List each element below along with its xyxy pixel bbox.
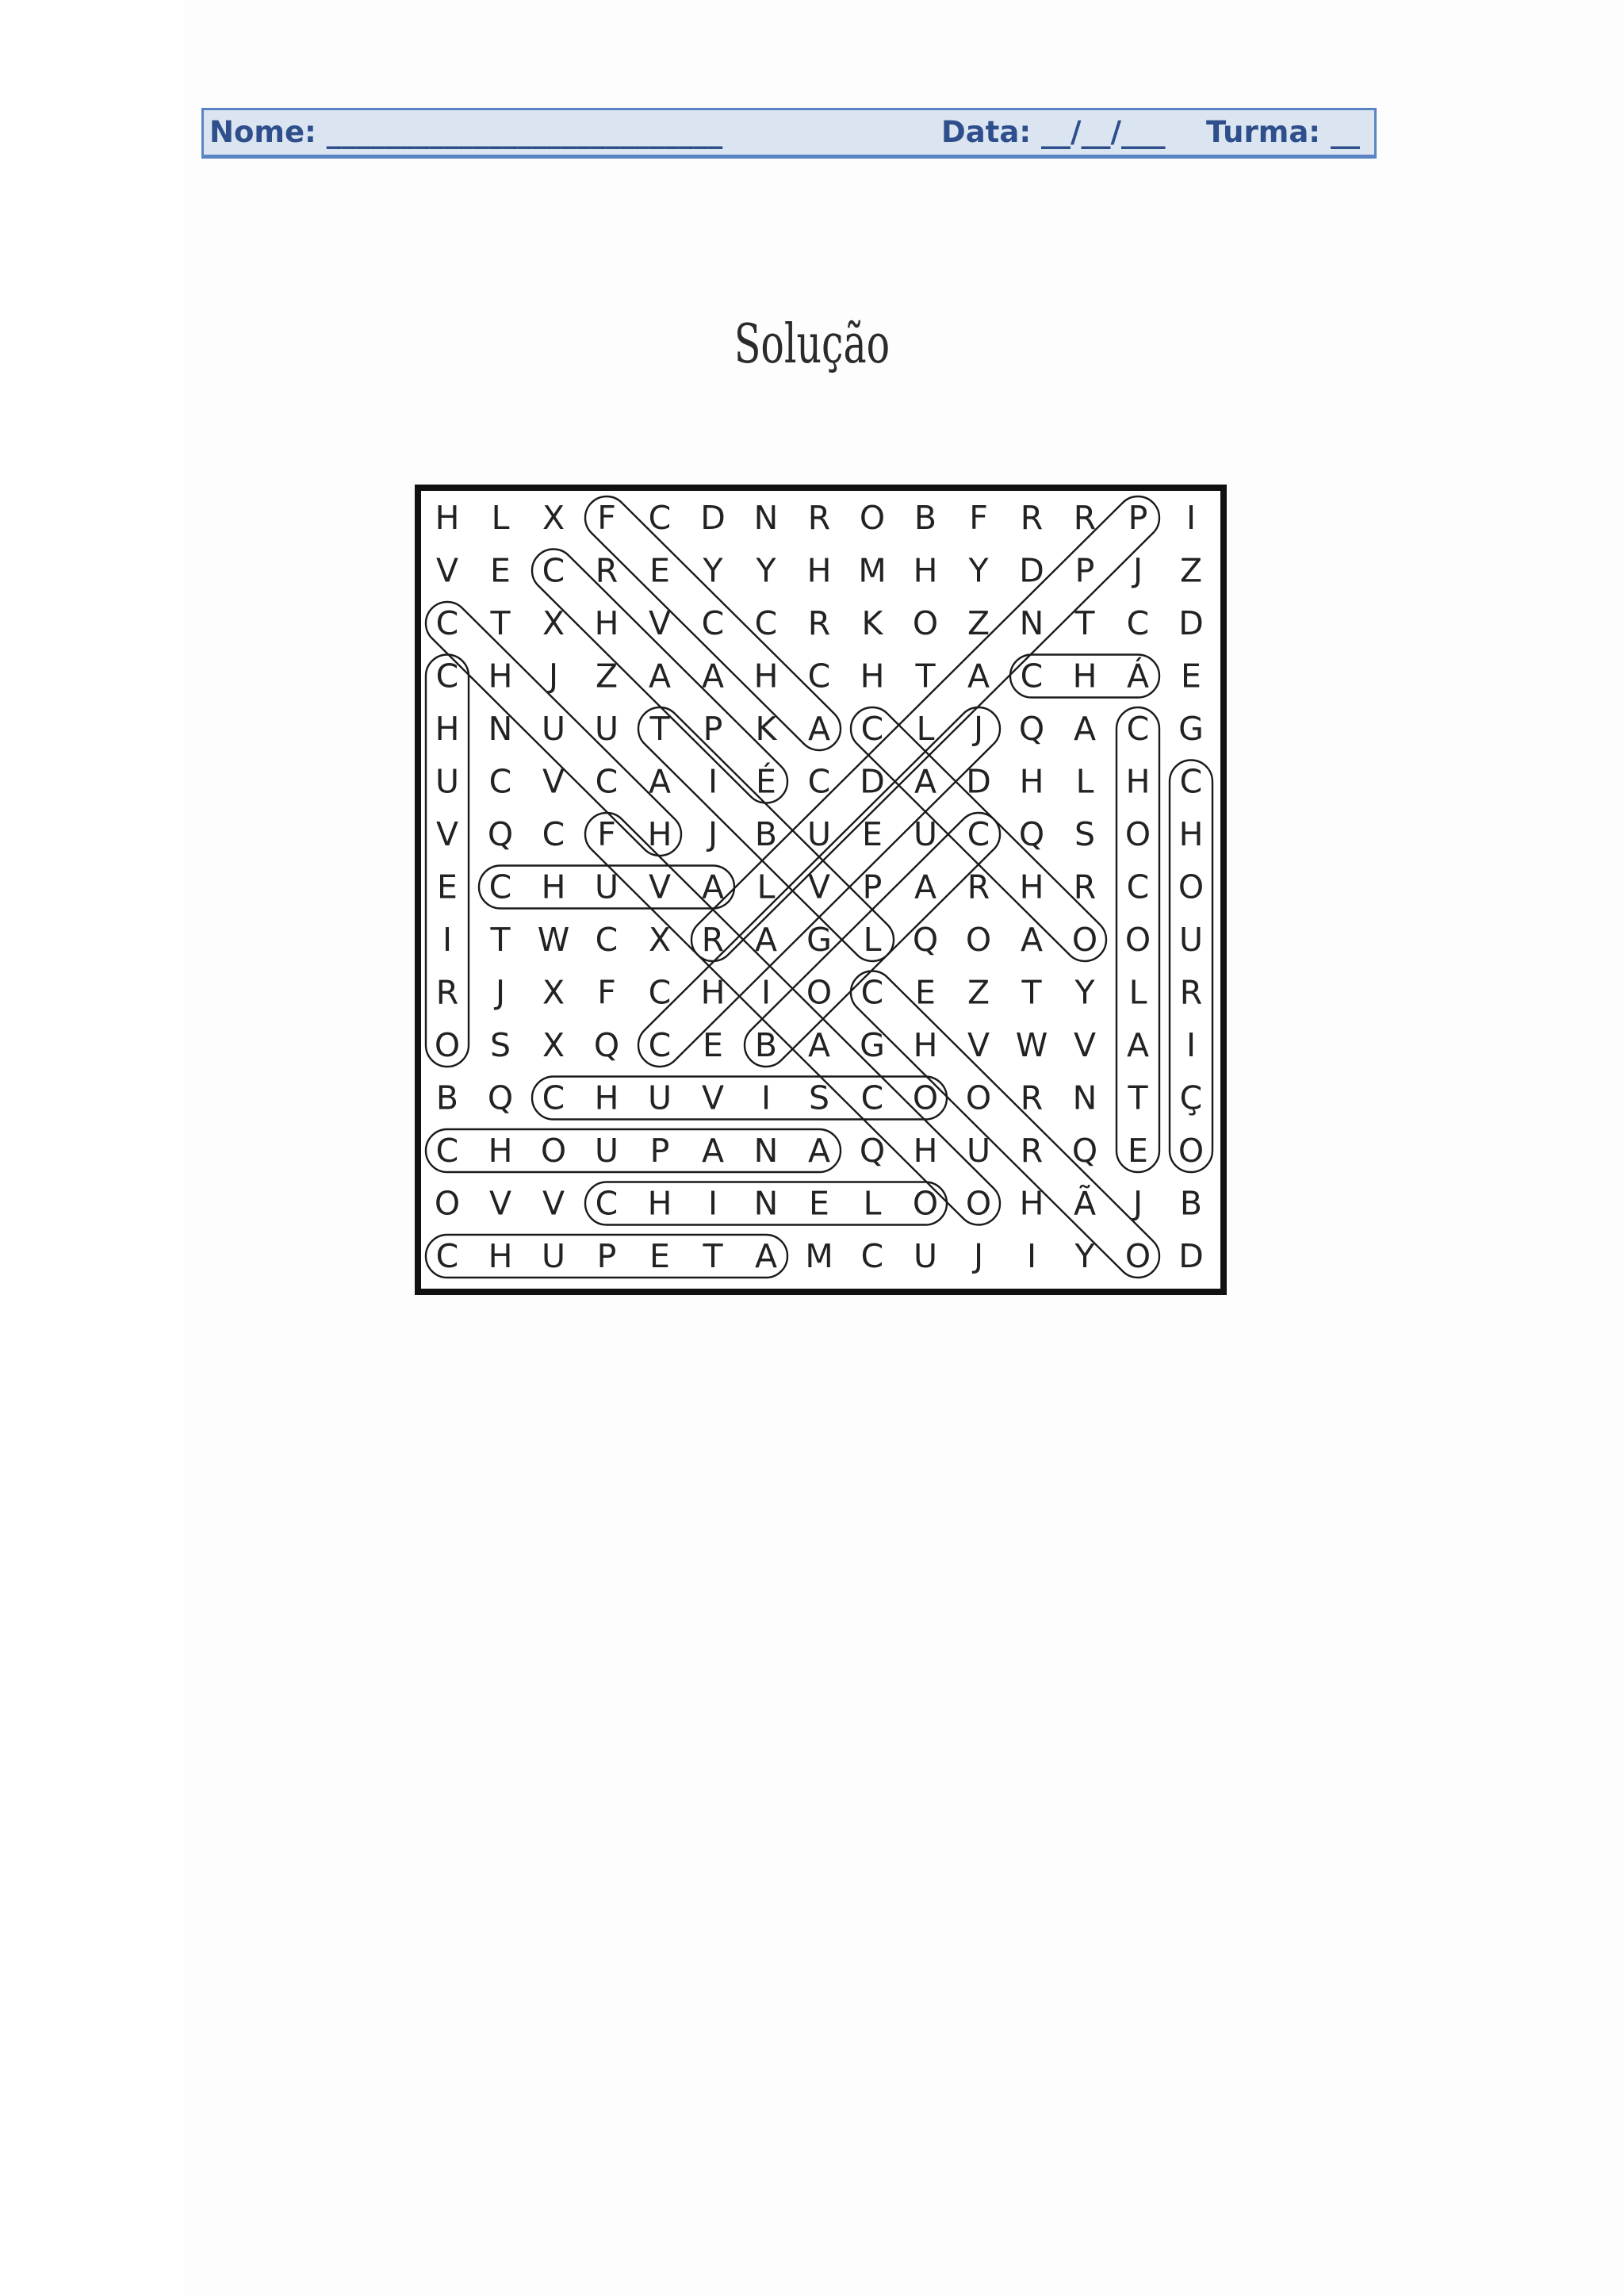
grid-cell: H (647, 815, 672, 853)
grid-cell: T (703, 1237, 723, 1275)
date-field-label: Data: __/__/___ (941, 115, 1166, 149)
grid-cell: F (597, 973, 616, 1012)
grid-cell: Y (756, 551, 776, 590)
grid-cell: V (967, 1026, 990, 1064)
grid-cell: H (1019, 868, 1044, 906)
grid-cell: C (1126, 604, 1150, 642)
grid-cell: Q (912, 921, 939, 959)
grid-cell: Q (1018, 710, 1045, 748)
grid-cell: O (912, 1184, 939, 1223)
grid-cell: T (1021, 973, 1042, 1012)
grid-cell: B (435, 1079, 459, 1117)
grid-cell: C (488, 868, 512, 906)
grid-cell: A (701, 868, 725, 906)
grid-cell: A (1020, 921, 1044, 959)
grid-cell: N (753, 1132, 779, 1170)
grid-cell: Á (1126, 657, 1150, 695)
grid-cell: Q (593, 1026, 620, 1064)
grid-cell: A (807, 1026, 831, 1064)
grid-cell: H (488, 1237, 513, 1275)
grid-cell: J (548, 657, 559, 695)
grid-cell: I (707, 762, 718, 801)
grid-cell: A (914, 762, 937, 801)
grid-cell: O (434, 1184, 461, 1223)
grid-cell: S (1074, 815, 1096, 853)
grid-cell: X (542, 1026, 565, 1064)
grid-cell: J (1132, 1184, 1143, 1223)
grid-cell: S (489, 1026, 511, 1064)
grid-cell: Z (967, 604, 990, 642)
grid-cell: C (807, 657, 831, 695)
grid-cell: H (700, 973, 726, 1012)
grid-cell: H (488, 657, 513, 695)
grid-cell: O (912, 1079, 939, 1117)
grid-cell: C (860, 973, 884, 1012)
grid-cell: F (597, 499, 616, 537)
grid-cell: C (435, 657, 459, 695)
grid-cell: Z (967, 973, 990, 1012)
grid-cell: U (435, 762, 460, 801)
grid-cell: H (1125, 762, 1151, 801)
grid-cell: Y (968, 551, 989, 590)
grid-cell: C (595, 762, 619, 801)
grid-cell: C (701, 604, 725, 642)
grid-cell: J (495, 973, 506, 1012)
grid-cell: J (973, 1237, 984, 1275)
grid-cell: C (542, 551, 565, 590)
grid-cell: A (754, 921, 778, 959)
grid-cell: C (860, 1079, 884, 1117)
grid-cell: U (594, 868, 619, 906)
grid-cell: O (540, 1132, 567, 1170)
grid-cell: V (701, 1079, 725, 1117)
grid-cell: S (808, 1079, 830, 1117)
grid-cell: U (1178, 921, 1204, 959)
grid-cell: L (863, 921, 882, 959)
grid-cell: E (437, 868, 458, 906)
grid-cell: H (1178, 815, 1204, 853)
grid-cell: B (754, 1026, 778, 1064)
grid-cell: É (756, 762, 776, 801)
grid-cell: C (542, 1079, 565, 1117)
grid-cell: U (594, 710, 619, 748)
grid-cell: D (1178, 604, 1204, 642)
grid-cell: U (594, 1132, 619, 1170)
grid-cell: H (435, 710, 460, 748)
grid-cell: O (806, 973, 833, 1012)
grid-cell: P (703, 710, 723, 748)
grid-cell: J (707, 815, 718, 853)
grid-cell: C (435, 1132, 459, 1170)
grid-cell: C (860, 1237, 884, 1275)
grid-cell: C (1179, 762, 1203, 801)
grid-cell: H (753, 657, 779, 695)
grid-cell: X (648, 921, 672, 959)
grid-cell: I (760, 1079, 772, 1117)
grid-cell: N (1019, 604, 1044, 642)
grid-cell: C (754, 604, 778, 642)
grid-cell: F (969, 499, 988, 537)
grid-cell: E (809, 1184, 829, 1223)
grid-cell: M (858, 551, 887, 590)
grid-cell: C (807, 762, 831, 801)
grid-cell: U (966, 1132, 991, 1170)
grid-cell: L (1075, 762, 1094, 801)
grid-cell: O (434, 1026, 461, 1064)
grid-cell: C (1126, 868, 1150, 906)
grid-cell: R (1073, 499, 1097, 537)
grid-cell: Ã (1073, 1184, 1097, 1223)
grid-cell: E (649, 551, 670, 590)
grid-cell: A (1126, 1026, 1150, 1064)
grid-cell: Q (1018, 815, 1045, 853)
grid-cell: C (648, 1026, 672, 1064)
grid-cell: O (1124, 815, 1151, 853)
grid-cell: X (542, 973, 565, 1012)
grid-cell: H (806, 551, 832, 590)
grid-cell: R (807, 604, 831, 642)
grid-cell: C (595, 921, 619, 959)
grid-cell: A (648, 657, 672, 695)
grid-cell: O (1178, 868, 1205, 906)
grid-cell: H (913, 1026, 938, 1064)
grid-cell: Q (1071, 1132, 1098, 1170)
grid-cell: P (1128, 499, 1148, 537)
grid-cell: P (1074, 551, 1095, 590)
grid-cell: G (806, 921, 832, 959)
grid-cell: G (860, 1026, 885, 1064)
grid-cell: I (760, 973, 772, 1012)
grid-cell: J (973, 710, 984, 748)
grid-cell: G (1178, 710, 1204, 748)
grid-cell: T (490, 604, 511, 642)
grid-cell: C (488, 762, 512, 801)
grid-letters (435, 499, 1204, 1275)
grid-cell: R (807, 499, 831, 537)
grid-cell: T (1128, 1079, 1148, 1117)
grid-cell: A (754, 1237, 778, 1275)
grid-cell: C (648, 973, 672, 1012)
grid-cell: R (1179, 973, 1203, 1012)
grid-cell: D (966, 762, 991, 801)
grid-cell: M (805, 1237, 833, 1275)
grid-cell: Z (595, 657, 619, 695)
grid-cell: U (647, 1079, 672, 1117)
grid-cell: A (701, 657, 725, 695)
grid-cell: W (537, 921, 570, 959)
grid-cell: I (442, 921, 453, 959)
grid-cell: I (1185, 1026, 1197, 1064)
grid-cell: A (648, 762, 672, 801)
grid-cell: R (1073, 868, 1097, 906)
name-field-label: Nome: ___________________________ (209, 115, 723, 149)
grid-cell: O (1124, 921, 1151, 959)
grid-cell: R (1020, 499, 1044, 537)
grid-cell: D (1178, 1237, 1204, 1275)
grid-cell: Y (703, 551, 723, 590)
grid-cell: H (647, 1184, 672, 1223)
grid-cell: T (490, 921, 511, 959)
grid-cell: U (913, 815, 938, 853)
grid-cell: T (1074, 604, 1095, 642)
grid-cell: N (488, 710, 513, 748)
grid-cell: A (914, 868, 937, 906)
grid-cell: E (915, 973, 936, 1012)
grid-cell: O (912, 604, 939, 642)
class-field-label: Turma: __ (1206, 115, 1360, 149)
grid-cell: C (435, 1237, 459, 1275)
grid-cell: X (542, 604, 565, 642)
grid-cell: D (860, 762, 885, 801)
grid-cell: R (435, 973, 459, 1012)
grid-cell: K (755, 710, 777, 748)
page-margin (0, 0, 184, 2295)
grid-cell: N (753, 499, 779, 537)
grid-cell: I (707, 1184, 718, 1223)
student-info-header (201, 108, 1377, 159)
grid-cell: C (595, 1184, 619, 1223)
grid-cell: C (435, 604, 459, 642)
grid-cell: V (542, 762, 565, 801)
grid-cell: O (965, 1184, 992, 1223)
grid-cell: P (649, 1132, 670, 1170)
grid-cell: V (807, 868, 831, 906)
grid-cell: V (542, 1184, 565, 1223)
grid-cell: Y (1074, 1237, 1095, 1275)
grid-cell: C (860, 710, 884, 748)
grid-cell: P (862, 868, 883, 906)
grid-cell: U (541, 1237, 566, 1275)
grid-cell: C (542, 815, 565, 853)
grid-cell: R (701, 921, 725, 959)
grid-cell: T (649, 710, 670, 748)
grid-cell: A (701, 1132, 725, 1170)
grid-cell: O (1071, 921, 1098, 959)
grid-cell: H (913, 1132, 938, 1170)
grid-cell: V (1073, 1026, 1097, 1064)
grid-cell: L (756, 868, 776, 906)
grid-cell: E (1128, 1132, 1148, 1170)
grid-cell: E (703, 1026, 723, 1064)
grid-cell: A (807, 710, 831, 748)
grid-cell: L (916, 710, 935, 748)
word-search-grid (415, 485, 1227, 1295)
grid-cell: B (914, 499, 937, 537)
grid-cell: C (1020, 657, 1044, 695)
grid-cell: F (597, 815, 616, 853)
grid-cell: E (1181, 657, 1201, 695)
grid-cell: B (754, 815, 778, 853)
grid-cell: A (807, 1132, 831, 1170)
grid-cell: O (1124, 1237, 1151, 1275)
grid-cell: O (965, 1079, 992, 1117)
grid-cell: U (913, 1237, 938, 1275)
grid-cell: O (859, 499, 886, 537)
grid-cell: T (915, 657, 936, 695)
grid-cell: V (488, 1184, 512, 1223)
grid-cell: H (594, 1079, 619, 1117)
grid-cell: V (648, 604, 672, 642)
grid-cell: H (1019, 762, 1044, 801)
word-loop (576, 804, 1009, 1234)
grid-cell: L (1128, 973, 1147, 1012)
grid-cell: H (541, 868, 566, 906)
grid-cell: R (1020, 1079, 1044, 1117)
grid-cell: H (488, 1132, 513, 1170)
grid-cell: I (1026, 1237, 1037, 1275)
grid-cell: O (1178, 1132, 1205, 1170)
grid-cell: H (1019, 1184, 1044, 1223)
grid-cell: C (1126, 710, 1150, 748)
grid-cell: O (965, 921, 992, 959)
grid-cell: R (967, 868, 990, 906)
grid-cell: N (753, 1184, 779, 1223)
grid-cell: Y (1074, 973, 1095, 1012)
grid-cell: J (1132, 551, 1143, 590)
grid-cell: A (1073, 710, 1097, 748)
grid-cell: Q (487, 815, 514, 853)
grid-cell: W (1015, 1026, 1048, 1064)
grid-cell: H (594, 604, 619, 642)
grid-cell: E (649, 1237, 670, 1275)
page-title: Solução (733, 313, 891, 376)
grid-cell: P (596, 1237, 617, 1275)
grid-cell: B (1179, 1184, 1203, 1223)
grid-cell: Q (859, 1132, 886, 1170)
grid-cell: N (1072, 1079, 1097, 1117)
grid-cell: C (648, 499, 672, 537)
grid-cell: H (435, 499, 460, 537)
grid-cell: V (648, 868, 672, 906)
grid-cell: L (863, 1184, 882, 1223)
grid-cell: E (490, 551, 511, 590)
grid-cell: H (860, 657, 885, 695)
grid-cell: R (595, 551, 619, 590)
word-loop (842, 962, 1168, 1286)
grid-cell: R (1020, 1132, 1044, 1170)
grid-cell: H (913, 551, 938, 590)
grid-cell: D (700, 499, 726, 537)
grid-cell: V (435, 815, 459, 853)
grid-cell: V (435, 551, 459, 590)
grid-cell: C (967, 815, 990, 853)
grid-cell: U (541, 710, 566, 748)
grid-cell: Ç (1179, 1079, 1203, 1117)
grid-cell: H (1072, 657, 1097, 695)
grid-cell: I (1185, 499, 1197, 537)
grid-cell: Z (1179, 551, 1203, 590)
grid-cell: E (862, 815, 883, 853)
grid-cell: X (542, 499, 565, 537)
grid-cell: D (1019, 551, 1044, 590)
grid-cell: Q (487, 1079, 514, 1117)
grid-cell: K (861, 604, 883, 642)
grid-cell: L (491, 499, 510, 537)
grid-cell: U (806, 815, 832, 853)
grid-cell: A (967, 657, 990, 695)
